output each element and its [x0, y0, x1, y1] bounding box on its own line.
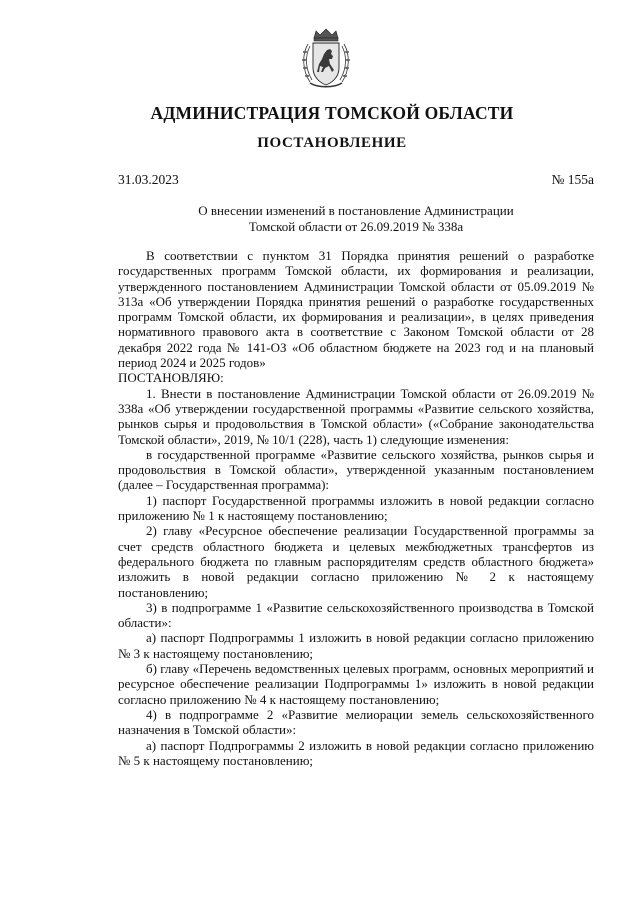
subitem-3b-paragraph: б) главу «Перечень ведомственных целевых программ, основных мероприятий и ресурсное обеспечение реализации Подпрограммы 1» изложить в новой редакции согласно приложению № 4 к настоящему постановлению;: [118, 661, 594, 707]
document-subject: [118, 203, 594, 235]
preamble-paragraph: В соответствии с пунктом 31 Порядка принятия решений о разработке государственных программ Томской области, их формирования и реализации, утвержденного постановлением Администрации Томской области от 05.09.2019 № 313а «Об утверждении Порядка принятия решений о разработке государственных программ Томской области, их формирования и реализации», в целях приведения нормативного правового акта в соответствие с Законом Томской области от 28 декабря 2022 года № 141-ОЗ «Об областном бюджете на 2023 год и на плановый период 2024 и 2025 годов»: [118, 248, 594, 371]
document-type: ПОСТАНОВЛЕНИЕ: [257, 135, 407, 151]
document-number: № 155а: [551, 172, 594, 187]
subject-line-2: Томской области от 26.09.2019 № 338а: [248, 219, 464, 234]
subitem-4-paragraph: 4) в подпрограмме 2 «Развитие мелиорации земель сельскохозяйственного назначения в Томской области»:: [118, 706, 594, 738]
document-date: 31.03.2023: [118, 172, 179, 187]
subitem-2-paragraph: 2) главу «Ресурсное обеспечение реализации Государственной программы за счет средств областного бюджета и целевых межбюджетных трансфертов из федерального бюджета по главным распорядителям средств областного бюджета» изложить в новой редакции согласно приложению № 2 к настоящему постановлению;: [118, 523, 594, 600]
organization-title: АДМИНИСТРАЦИЯ ТОМСКОЙ ОБЛАСТИ: [150, 103, 514, 123]
subitem-3a-paragraph: а) паспорт Подпрограммы 1 изложить в новой редакции согласно приложению № 3 к настоящему постановлению;: [118, 630, 594, 661]
document-body: [118, 248, 594, 768]
item-1-paragraph: 1. Внести в постановление Администрации Томской области от 26.09.2019 № 338а «Об утверждении государственной программы «Развитие сельского хозяйства, рынков сырья и продовольствия в Томской области» («Собрание законодательства Томской области», 2019, № 10/1 (228), часть 1) следующие изменения:: [118, 385, 594, 447]
item-1-intro-paragraph: в государственной программе «Развитие сельского хозяйства, рынков сырья и продовольствия в Томской области», утвержденной указанным постановлением (далее – Государственная программа):: [118, 446, 594, 493]
subject-line-1: О внесении изменений в постановление Администрации: [198, 203, 514, 218]
subitem-3-paragraph: 3) в подпрограмме 1 «Развитие сельскохозяйственного производства в Томской области»:: [118, 599, 594, 631]
subitem-4a-paragraph: а) паспорт Подпрограммы 2 изложить в новой редакции согласно приложению № 5 к настоящему постановлению;: [118, 737, 594, 768]
coat-of-arms-icon: [298, 28, 354, 90]
resolve-paragraph: ПОСТАНОВЛЯЮ:: [118, 370, 224, 386]
subitem-1-paragraph: 1) паспорт Государственной программы изложить в новой редакции согласно приложению № 1 к настоящему постановлению;: [118, 492, 594, 524]
